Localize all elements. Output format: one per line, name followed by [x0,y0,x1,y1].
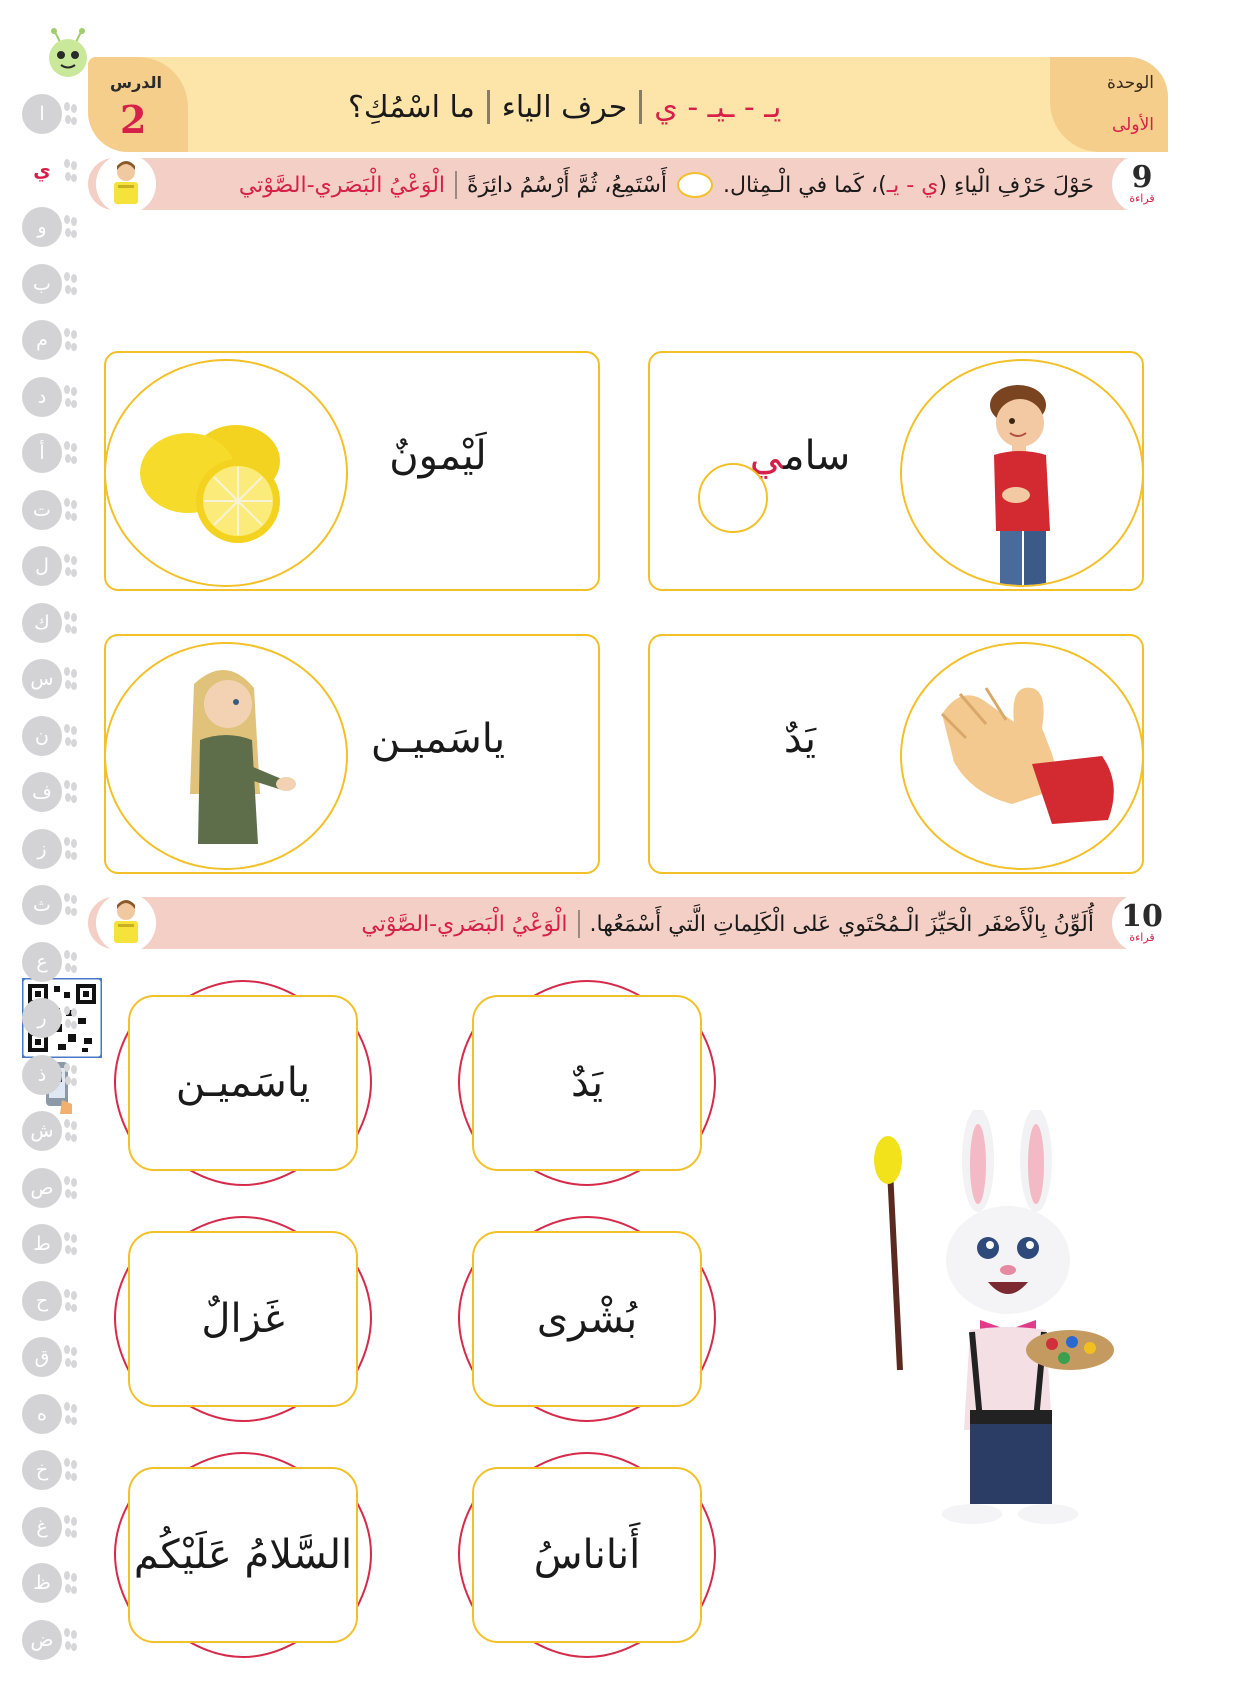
exercise-9-badge [1112,154,1172,214]
sidebar-letter[interactable]: ع [22,942,62,982]
footprint-icon [64,1063,78,1087]
sidebar-letter[interactable]: و [22,207,62,247]
sidebar-letter[interactable]: أ [22,433,62,473]
divider [578,910,580,938]
word-choice-box[interactable] [472,1231,702,1407]
footprint-icon [64,498,78,522]
boy-picture [900,359,1144,587]
word-choice-text: ياسَميـن [128,995,358,1171]
title-letter-forms: يـ - ـيـ - ي [654,89,782,125]
footprint-icon [64,1232,78,1256]
girl-icon [106,644,346,868]
lemon-picture [104,359,348,587]
word-sami-base: سام [783,433,851,479]
unit-value: الأولى [1112,115,1154,135]
exercise-9-instruction [88,158,1168,210]
sidebar-letter[interactable]: س [22,659,62,699]
word-choice-box[interactable] [472,995,702,1171]
bunny-painter-image [860,1110,1120,1550]
instruction-part-a: أَسْتَمِعُ، ثُمَّ أَرْسُمُ دائِرَةً [467,172,667,198]
instruction-body: أُلَوِّنُ بِالْأَصْفَر الْحَيِّزَ الْـمُحْتَوي عَلى الْكَلِماتِ الَّتي أَسْمَعُها. [589,911,1094,937]
word-choice-text: أَناناسُ [472,1467,702,1643]
word-choice-box[interactable] [472,1467,702,1643]
sidebar-letter[interactable]: ن [22,716,62,756]
unit-tab [1050,57,1168,152]
footprint-icon [64,385,78,409]
title-letter: حرف الياء [501,89,628,125]
footprint-icon [64,159,78,183]
footprint-icon [64,441,78,465]
footprint-icon [64,1571,78,1595]
footprint-icon [64,611,78,635]
sidebar-letter[interactable]: ل [22,546,62,586]
footprint-icon [64,724,78,748]
hand-picture [900,642,1144,870]
instruction-text [239,166,1094,204]
word-hand: يَدٌ [783,716,817,762]
footprint-icon [64,1458,78,1482]
sidebar-letter[interactable]: ا [22,94,62,134]
word-choice-box[interactable] [128,995,358,1171]
footprint-icon [64,328,78,352]
hand-icon [902,644,1142,868]
reading-child-icon [96,893,156,953]
footprint-icon [64,1628,78,1652]
sidebar-letter[interactable]: ث [22,885,62,925]
footprint-icon [64,1515,78,1539]
word-choice-box[interactable] [128,1467,358,1643]
bug-mascot-icon [42,28,94,78]
word-choice-text: يَدٌ [472,995,702,1171]
lesson-tab [88,57,188,152]
sidebar-letter[interactable]: ب [22,264,62,304]
title-question: ما اسْمُكِ؟ [348,89,475,125]
reading-child-icon [96,154,156,214]
sidebar-letter[interactable]: ظ [22,1563,62,1603]
sidebar-letter[interactable]: ت [22,490,62,530]
exercise-number: 9 [1131,160,1153,195]
sidebar-letter[interactable]: ك [22,603,62,643]
sidebar-letter[interactable]: غ [22,1507,62,1547]
sidebar-letter[interactable]: ف [22,772,62,812]
footprint-icon [64,893,78,917]
title-divider [639,90,642,124]
footprint-icon [64,272,78,296]
instruction-part-b: حَوْلَ حَرْفِ الْياءِ (ي - يـ)، كَما في الْـمِثال. [723,172,1094,198]
footprint-icon [64,667,78,691]
unit-label: الوحدة [1106,73,1154,93]
word-yasmin: ياسَميـن [370,716,506,762]
exercise-type: قراءة [1129,931,1155,944]
sidebar-letter[interactable]: ق [22,1337,62,1377]
exercise-10-badge [1112,893,1172,953]
sidebar-letter[interactable]: د [22,377,62,417]
sidebar-letter[interactable]: ش [22,1111,62,1151]
lesson-number: 2 [120,97,147,142]
circle-icon [677,172,713,198]
sidebar-letter[interactable]: ص [22,1168,62,1208]
sidebar-letter[interactable]: خ [22,1450,62,1490]
sidebar-letter[interactable]: ح [22,1281,62,1321]
footprint-icon [64,950,78,974]
word-card-sami [648,351,1144,591]
footprint-icon [64,1345,78,1369]
footprint-icon [64,780,78,804]
lemon-icon [106,361,346,585]
page-title [348,87,998,127]
footprint-icon [64,837,78,861]
sidebar-letter[interactable]: ط [22,1224,62,1264]
skill-label: الْوَعْيُ الْبَصَري-الصَّوْتي [238,172,446,198]
instruction-text [361,905,1094,943]
footprint-icon [64,215,78,239]
sidebar-letter[interactable]: ي [22,151,62,191]
word-lemon: لَيْمونٌ [389,433,487,479]
footprint-icon [64,1006,78,1030]
footprint-icon [64,1176,78,1200]
girl-picture [104,642,348,870]
exercise-10-instruction [88,897,1168,949]
sidebar-letter[interactable]: م [22,320,62,360]
footprint-icon [64,554,78,578]
sidebar-letter[interactable]: ذ [22,1055,62,1095]
letter-forms: ي - يـ [886,172,939,198]
footprint-icon [64,1402,78,1426]
skill-label: الْوَعْيُ الْبَصَري-الصَّوْتي [361,911,568,937]
word-card-hand [648,634,1144,874]
example-answer-circle [698,463,768,533]
word-choice-text: غَزالٌ [128,1231,358,1407]
sidebar-letter[interactable]: ر [22,998,62,1038]
footprint-icon [64,102,78,126]
sidebar-letter[interactable]: ه [22,1394,62,1434]
footprint-icon [64,1289,78,1313]
lesson-label: الدرس [110,73,163,92]
word-choice-text: السَّلامُ عَلَيْكُم [128,1467,358,1643]
word-choice-box[interactable] [128,1231,358,1407]
sidebar-letter[interactable]: ز [22,829,62,869]
word-card-yasmin [104,634,600,874]
title-divider [487,90,490,124]
sidebar-letter[interactable]: ض [22,1620,62,1660]
word-sami-letter: ي [749,433,784,479]
word-choice-text: بُشْرى [472,1231,702,1407]
divider [455,171,457,199]
exercise-number: 10 [1121,899,1163,934]
exercise-type: قراءة [1129,192,1155,205]
word-card-lemon [104,351,600,591]
lesson-header [88,57,1168,152]
footprint-icon [64,1119,78,1143]
boy-icon [902,361,1142,585]
